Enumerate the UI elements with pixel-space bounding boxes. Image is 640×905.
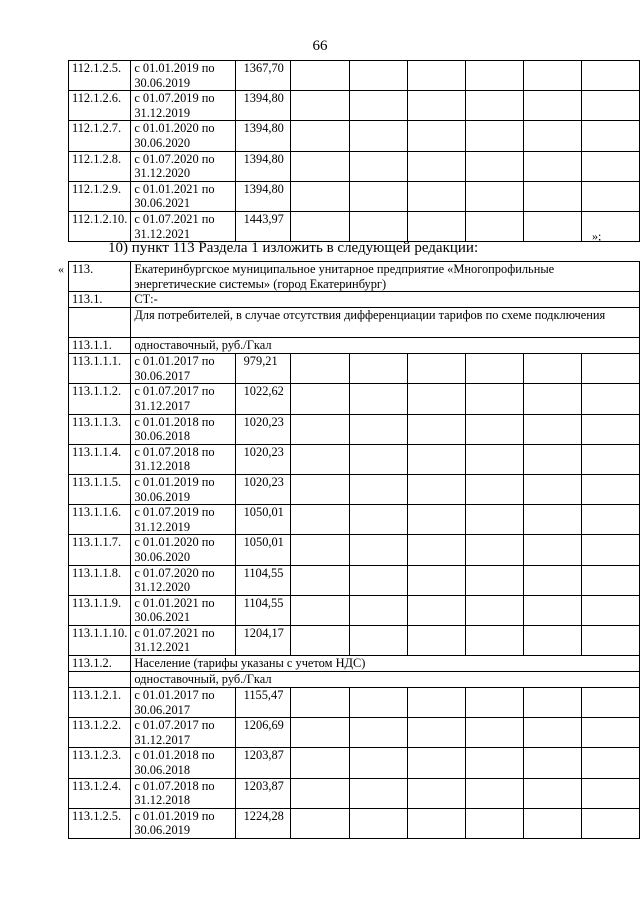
empty-cell bbox=[408, 414, 466, 444]
rate-row bbox=[69, 672, 640, 688]
empty-cell bbox=[524, 384, 582, 414]
empty-cell bbox=[408, 808, 466, 838]
empty-cell bbox=[350, 535, 408, 565]
empty-cell bbox=[291, 474, 350, 504]
empty-cell bbox=[582, 151, 640, 181]
row-number: 113.1.2.1. bbox=[69, 688, 131, 718]
empty-cell bbox=[291, 808, 350, 838]
empty-cell bbox=[582, 384, 640, 414]
empty-cell bbox=[408, 61, 466, 91]
row-number: 113.1.2.3. bbox=[69, 748, 131, 778]
table-row bbox=[69, 718, 640, 748]
period-line: 30.06.2019 bbox=[134, 75, 191, 90]
period-cell bbox=[131, 211, 235, 241]
org-name: Екатеринбургское муниципальное унитарное предприятие «Многопрофильные энергетические системы» (город Екатеринбург) bbox=[131, 262, 640, 292]
table-row bbox=[69, 384, 640, 414]
table-row bbox=[69, 505, 640, 535]
empty-cell bbox=[582, 748, 640, 778]
empty-cell bbox=[466, 808, 524, 838]
table-row bbox=[69, 181, 640, 211]
empty-cell bbox=[524, 61, 582, 91]
period-cell bbox=[131, 91, 235, 121]
empty-cell bbox=[466, 181, 524, 211]
empty-cell bbox=[524, 625, 582, 655]
empty-cell bbox=[291, 535, 350, 565]
empty-cell bbox=[350, 625, 408, 655]
table-row bbox=[69, 211, 640, 241]
tariff-value: 1020,23 bbox=[235, 414, 291, 444]
table-row bbox=[69, 778, 640, 808]
period-line: с 01.07.2017 по bbox=[134, 384, 215, 399]
period-cell bbox=[131, 718, 235, 748]
table-row bbox=[69, 535, 640, 565]
empty-cell bbox=[524, 444, 582, 474]
empty-cell bbox=[291, 565, 350, 595]
empty-cell bbox=[291, 748, 350, 778]
empty-cell bbox=[524, 121, 582, 151]
period-line: с 01.01.2020 по bbox=[134, 535, 215, 550]
table-row bbox=[69, 121, 640, 151]
empty-cell bbox=[524, 414, 582, 444]
empty-cell bbox=[350, 808, 408, 838]
empty-cell bbox=[582, 535, 640, 565]
period-line: 31.12.2019 bbox=[134, 105, 191, 120]
empty-cell bbox=[408, 688, 466, 718]
empty-cell bbox=[466, 474, 524, 504]
empty-cell bbox=[350, 688, 408, 718]
empty-cell bbox=[291, 354, 350, 384]
period-line: 31.12.2019 bbox=[134, 519, 191, 534]
period-cell bbox=[131, 535, 235, 565]
empty-cell bbox=[291, 211, 350, 241]
empty-cell bbox=[524, 718, 582, 748]
empty-cell bbox=[466, 535, 524, 565]
empty-cell bbox=[350, 151, 408, 181]
empty-cell bbox=[350, 474, 408, 504]
table-row bbox=[69, 91, 640, 121]
row-number: 112.1.2.6. bbox=[69, 91, 131, 121]
tariff-table-top bbox=[68, 60, 640, 242]
empty-cell bbox=[291, 444, 350, 474]
empty-cell bbox=[350, 778, 408, 808]
empty-cell bbox=[582, 808, 640, 838]
period-cell bbox=[131, 354, 235, 384]
period-line: 30.06.2021 bbox=[134, 610, 191, 625]
empty-cell bbox=[408, 565, 466, 595]
empty-cell bbox=[524, 354, 582, 384]
empty-cell bbox=[408, 181, 466, 211]
empty-cell bbox=[408, 474, 466, 504]
rate-label: одноставочный, руб./Гкал bbox=[131, 672, 640, 688]
period-cell bbox=[131, 595, 235, 625]
empty-cell bbox=[524, 181, 582, 211]
tariff-value: 1104,55 bbox=[235, 595, 291, 625]
period-line: с 01.07.2020 по bbox=[134, 151, 215, 166]
empty-cell bbox=[291, 718, 350, 748]
row-number: 113.1.1.1. bbox=[69, 354, 131, 384]
empty-cell bbox=[524, 211, 582, 241]
empty-cell bbox=[466, 505, 524, 535]
tariff-value: 1394,80 bbox=[235, 91, 291, 121]
table-row bbox=[69, 151, 640, 181]
period-line: с 01.07.2019 по bbox=[134, 91, 215, 106]
consumers-note: Для потребителей, в случае отсутствия дифференциации тарифов по схеме подключения bbox=[131, 308, 640, 338]
page-number: 66 bbox=[312, 38, 328, 54]
period-line: с 01.07.2018 по bbox=[134, 778, 215, 793]
tariff-value: 1206,69 bbox=[235, 718, 291, 748]
empty-cell bbox=[350, 414, 408, 444]
period-cell bbox=[131, 414, 235, 444]
tariff-value: 1155,47 bbox=[235, 688, 291, 718]
period-cell bbox=[131, 778, 235, 808]
empty-cell bbox=[350, 444, 408, 474]
empty-cell bbox=[466, 121, 524, 151]
empty-cell bbox=[524, 474, 582, 504]
empty-cell bbox=[408, 625, 466, 655]
empty-cell bbox=[582, 354, 640, 384]
empty-cell bbox=[466, 91, 524, 121]
tariff-value: 1394,80 bbox=[235, 121, 291, 151]
row-number: 113.1.1.7. bbox=[69, 535, 131, 565]
period-cell bbox=[131, 61, 235, 91]
table-row bbox=[69, 808, 640, 838]
section-label: СТ:- bbox=[131, 292, 640, 308]
tariff-value: 1022,62 bbox=[235, 384, 291, 414]
period-cell bbox=[131, 474, 235, 504]
empty-cell bbox=[524, 808, 582, 838]
period-line: с 01.01.2017 по bbox=[134, 354, 215, 369]
empty-cell bbox=[466, 595, 524, 625]
period-line: 30.06.2020 bbox=[134, 549, 191, 564]
empty-cell bbox=[408, 778, 466, 808]
period-line: с 01.07.2021 по bbox=[134, 625, 215, 640]
empty-cell bbox=[466, 61, 524, 91]
empty-cell bbox=[408, 151, 466, 181]
period-line: с 01.07.2020 по bbox=[134, 565, 215, 580]
period-line: с 01.01.2020 по bbox=[134, 121, 215, 136]
period-cell bbox=[131, 505, 235, 535]
period-cell bbox=[131, 181, 235, 211]
empty-cell bbox=[466, 414, 524, 444]
empty-cell bbox=[466, 748, 524, 778]
row-number: 113.1.1.9. bbox=[69, 595, 131, 625]
section-row bbox=[69, 292, 640, 308]
period-line: 30.06.2017 bbox=[134, 702, 191, 717]
empty-cell bbox=[582, 211, 640, 241]
empty-cell bbox=[291, 151, 350, 181]
empty-cell bbox=[582, 61, 640, 91]
tariff-value: 1443,97 bbox=[235, 211, 291, 241]
empty-cell bbox=[524, 595, 582, 625]
table-row bbox=[69, 61, 640, 91]
period-line: 30.06.2017 bbox=[134, 368, 191, 383]
empty-cell bbox=[350, 748, 408, 778]
empty-cell bbox=[582, 474, 640, 504]
empty-cell bbox=[291, 181, 350, 211]
population-row bbox=[69, 656, 640, 672]
row-number: 113.1.2. bbox=[69, 656, 131, 672]
period-line: 30.06.2018 bbox=[134, 763, 191, 778]
period-cell bbox=[131, 808, 235, 838]
table-row bbox=[69, 354, 640, 384]
empty-cell bbox=[524, 151, 582, 181]
period-line: с 01.07.2021 по bbox=[134, 211, 215, 226]
tariff-value: 1203,87 bbox=[235, 778, 291, 808]
empty-cell bbox=[291, 778, 350, 808]
row-number: 112.1.2.5. bbox=[69, 61, 131, 91]
empty-cell bbox=[582, 414, 640, 444]
empty-cell bbox=[291, 625, 350, 655]
period-line: с 01.07.2018 по bbox=[134, 444, 215, 459]
empty-cell bbox=[466, 384, 524, 414]
empty-cell bbox=[291, 414, 350, 444]
empty-cell bbox=[291, 91, 350, 121]
empty-cell bbox=[466, 211, 524, 241]
org-row bbox=[69, 262, 640, 292]
row-number: 113.1.1.10. bbox=[69, 625, 131, 655]
empty-cell bbox=[350, 354, 408, 384]
period-line: с 01.01.2021 по bbox=[134, 595, 215, 610]
row-number: 113.1.1.8. bbox=[69, 565, 131, 595]
period-cell bbox=[131, 565, 235, 595]
empty-cell bbox=[582, 565, 640, 595]
opening-quote: « bbox=[58, 262, 64, 276]
row-number: 113.1. bbox=[69, 292, 131, 308]
period-line: с 01.01.2018 по bbox=[134, 748, 215, 763]
empty-cell bbox=[350, 211, 408, 241]
empty-cell bbox=[582, 595, 640, 625]
rate-label: одноставочный, руб./Гкал bbox=[131, 338, 640, 354]
empty-cell bbox=[466, 718, 524, 748]
row-number: 113.1.2.2. bbox=[69, 718, 131, 748]
empty-cell bbox=[524, 91, 582, 121]
empty-cell bbox=[582, 91, 640, 121]
empty-cell bbox=[408, 535, 466, 565]
empty-cell bbox=[408, 444, 466, 474]
period-line: с 01.01.2019 по bbox=[134, 61, 215, 75]
period-line: 30.06.2020 bbox=[134, 135, 191, 150]
empty-cell bbox=[524, 778, 582, 808]
table-row bbox=[69, 565, 640, 595]
period-line: с 01.01.2019 по bbox=[134, 808, 215, 823]
empty-cell bbox=[350, 121, 408, 151]
period-line: 31.12.2018 bbox=[134, 793, 191, 808]
tariff-value: 1367,70 bbox=[235, 61, 291, 91]
table-row bbox=[69, 688, 640, 718]
empty-cell bbox=[350, 565, 408, 595]
period-line: с 01.01.2018 по bbox=[134, 414, 215, 429]
table-row bbox=[69, 444, 640, 474]
amendment-intro: 10) пункт 113 Раздела 1 изложить в следующей редакции: bbox=[108, 240, 479, 256]
empty-cell bbox=[291, 61, 350, 91]
empty-cell bbox=[408, 748, 466, 778]
table-row bbox=[69, 748, 640, 778]
empty-cell bbox=[408, 595, 466, 625]
tariff-value: 1104,55 bbox=[235, 565, 291, 595]
row-number: 113.1.2.5. bbox=[69, 808, 131, 838]
population-label: Население (тарифы указаны с учетом НДС) bbox=[131, 656, 640, 672]
empty-cell bbox=[408, 91, 466, 121]
period-line: с 01.01.2019 по bbox=[134, 474, 215, 489]
row-number: 113.1.1.3. bbox=[69, 414, 131, 444]
empty-cell bbox=[582, 181, 640, 211]
tariff-value: 979,21 bbox=[235, 354, 291, 384]
row-number: 113.1.1.2. bbox=[69, 384, 131, 414]
tariff-value: 1020,23 bbox=[235, 444, 291, 474]
period-line: 30.06.2021 bbox=[134, 196, 191, 211]
period-line: 31.12.2018 bbox=[134, 459, 191, 474]
empty-cell bbox=[524, 688, 582, 718]
empty-cell bbox=[466, 565, 524, 595]
tariff-value: 1204,17 bbox=[235, 625, 291, 655]
empty-cell bbox=[291, 595, 350, 625]
table-row bbox=[69, 474, 640, 504]
period-cell bbox=[131, 444, 235, 474]
empty-cell bbox=[466, 778, 524, 808]
row-number: 113.1.2.4. bbox=[69, 778, 131, 808]
period-line: 30.06.2019 bbox=[134, 489, 191, 504]
period-cell bbox=[131, 748, 235, 778]
empty-cell bbox=[582, 688, 640, 718]
tariff-value: 1050,01 bbox=[235, 535, 291, 565]
tariff-value: 1394,80 bbox=[235, 181, 291, 211]
row-number: 112.1.2.8. bbox=[69, 151, 131, 181]
row-number: 113.1.1.6. bbox=[69, 505, 131, 535]
empty-cell bbox=[524, 535, 582, 565]
empty-cell bbox=[408, 384, 466, 414]
period-line: 31.12.2017 bbox=[134, 732, 191, 747]
empty-cell bbox=[291, 384, 350, 414]
empty-cell bbox=[582, 121, 640, 151]
empty-cell bbox=[524, 748, 582, 778]
row-number: 113.1.1.5. bbox=[69, 474, 131, 504]
period-line: 31.12.2021 bbox=[134, 226, 191, 241]
empty-cell bbox=[350, 61, 408, 91]
empty-cell bbox=[408, 121, 466, 151]
empty-cell bbox=[582, 778, 640, 808]
tariff-value: 1394,80 bbox=[235, 151, 291, 181]
period-line: с 01.01.2017 по bbox=[134, 688, 215, 703]
period-line: с 01.07.2019 по bbox=[134, 505, 215, 520]
empty-cell bbox=[291, 688, 350, 718]
period-line: 31.12.2017 bbox=[134, 398, 191, 413]
row-number: 113.1.1. bbox=[69, 338, 131, 354]
empty-cell bbox=[466, 354, 524, 384]
empty-cell bbox=[408, 211, 466, 241]
row-number: 113.1.1.4. bbox=[69, 444, 131, 474]
period-line: 30.06.2018 bbox=[134, 429, 191, 444]
row-number: 112.1.2.10. bbox=[69, 211, 131, 241]
consumers-row bbox=[69, 308, 640, 338]
empty-cell bbox=[582, 718, 640, 748]
empty-cell bbox=[582, 444, 640, 474]
empty-cell bbox=[350, 718, 408, 748]
closing-quote: »; bbox=[592, 229, 602, 243]
empty-cell bbox=[350, 91, 408, 121]
empty-cell bbox=[466, 688, 524, 718]
empty-cell bbox=[582, 505, 640, 535]
empty-cell bbox=[466, 625, 524, 655]
tariff-value: 1224,28 bbox=[235, 808, 291, 838]
empty-cell bbox=[466, 151, 524, 181]
empty-cell bbox=[291, 121, 350, 151]
period-cell bbox=[131, 625, 235, 655]
period-line: с 01.01.2021 по bbox=[134, 181, 215, 196]
empty-cell bbox=[350, 505, 408, 535]
row-number: 112.1.2.9. bbox=[69, 181, 131, 211]
empty-cell bbox=[408, 718, 466, 748]
period-line: 31.12.2020 bbox=[134, 580, 191, 595]
tariff-value: 1203,87 bbox=[235, 748, 291, 778]
rate-row bbox=[69, 338, 640, 354]
row-number: 113. bbox=[69, 262, 131, 292]
tariff-value: 1050,01 bbox=[235, 505, 291, 535]
empty-cell bbox=[466, 444, 524, 474]
tariff-table-main bbox=[68, 261, 640, 839]
empty-cell bbox=[408, 354, 466, 384]
tariff-value: 1020,23 bbox=[235, 474, 291, 504]
table-row bbox=[69, 414, 640, 444]
period-line: 30.06.2019 bbox=[134, 823, 191, 838]
period-cell bbox=[131, 121, 235, 151]
period-cell bbox=[131, 151, 235, 181]
empty-cell bbox=[524, 565, 582, 595]
row-number: 112.1.2.7. bbox=[69, 121, 131, 151]
table-row bbox=[69, 625, 640, 655]
empty-cell bbox=[408, 505, 466, 535]
period-cell bbox=[131, 384, 235, 414]
period-line: 31.12.2020 bbox=[134, 166, 191, 181]
empty-cell bbox=[582, 625, 640, 655]
empty-cell bbox=[350, 384, 408, 414]
period-cell bbox=[131, 688, 235, 718]
empty-cell bbox=[350, 595, 408, 625]
empty-cell bbox=[291, 505, 350, 535]
empty-cell bbox=[350, 181, 408, 211]
period-line: 31.12.2021 bbox=[134, 640, 191, 655]
empty-cell bbox=[524, 505, 582, 535]
period-line: с 01.07.2017 по bbox=[134, 718, 215, 733]
table-row bbox=[69, 595, 640, 625]
